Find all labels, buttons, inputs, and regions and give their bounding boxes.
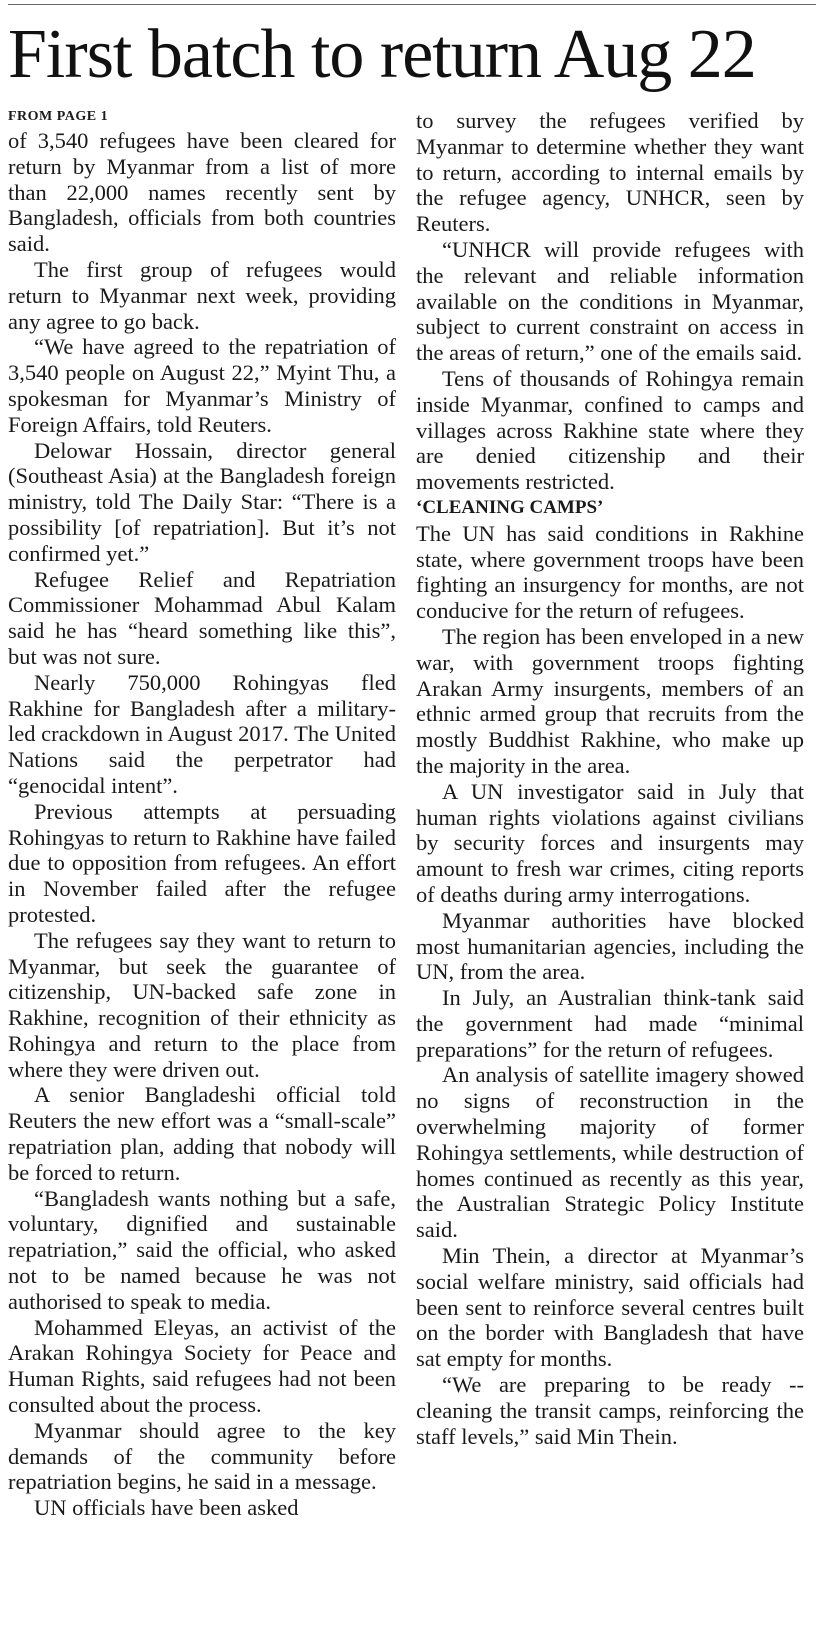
paragraph: “We are preparing to be ready -- cleaning the transit camps, reinforcing the staff levels,” said Min Thein. — [416, 1372, 804, 1449]
right-column — [416, 108, 804, 1449]
top-rule — [8, 4, 816, 5]
paragraph: Mohammed Eleyas, an activist of the Arakan Rohingya Society for Peace and Human Rights, said refugees had not been consulted about the process. — [8, 1314, 396, 1418]
paragraph: “Bangladesh wants nothing but a safe, voluntary, dignified and sustainable repatriation,” said the official, who asked not to be named because he was not authorised to speak to media. — [8, 1185, 396, 1314]
kicker-from-page: FROM PAGE 1 — [8, 109, 109, 124]
paragraph: Min Thein, a director at Myanmar’s social welfare ministry, said officials had been sent to reinforce several centres built on the border with Bangladesh that have sat empty for months. — [416, 1243, 804, 1372]
paragraph: Myanmar should agree to the key demands of the community before repatriation begins, he said in a message. — [8, 1417, 396, 1495]
paragraph: A senior Bangladeshi official told Reuters the new effort was a “small-scale” repatriation plan, adding that nobody will be forced to return. — [8, 1082, 396, 1185]
section-subhead: ‘CLEANING CAMPS’ — [416, 496, 604, 518]
paragraph: Tens of thousands of Rohingya remain inside Myanmar, confined to camps and villages across Rakhine state where they are denied citizenship and their movements restricted. — [416, 365, 804, 495]
paragraph: of 3,540 refugees have been cleared for return by Myanmar from a list of more than 22,000 names recently sent by Bangladesh, officials from both countries said. — [8, 128, 396, 257]
paragraph: The first group of refugees would return to Myanmar next week, providing any agree to go back. — [8, 256, 396, 334]
paragraph: Nearly 750,000 Rohingyas fled Rakhine for Bangladesh after a military-led crackdown in August 2017. The United Nations said the perpetrator had “genocidal intent”. — [8, 669, 396, 798]
paragraph-continued: UN officials have been asked — [34, 1495, 299, 1521]
paragraph: “We have agreed to the repatriation of 3,540 people on August 22,” Myint Thu, a spokesman for Myanmar’s Ministry of Foreign Affairs, told Reuters. — [8, 334, 396, 437]
paragraph: The region has been enveloped in a new war, with government troops fighting Arakan Army insurgents, members of an ethnic armed group that recruits from the mostly Buddhist Rakhine, who make up the majority in the area. — [416, 623, 804, 778]
paragraph: “UNHCR will provide refugees with the relevant and reliable information available on the conditions in Myanmar, subject to current constraint on access in the areas of return,” one of the emails said. — [416, 236, 804, 366]
left-column — [8, 108, 396, 1521]
paragraph: Previous attempts at persuading Rohingyas to return to Rakhine have failed due to opposition from refugees. An effort in November failed after the refugee protested. — [8, 798, 396, 927]
paragraph: Refugee Relief and Repatriation Commissioner Mohammad Abul Kalam said he has “heard something like this”, but was not sure. — [8, 566, 396, 669]
paragraph: Myanmar authorities have blocked most humanitarian agencies, including the UN, from the area. — [416, 907, 804, 985]
paragraph: The UN has said conditions in Rakhine state, where government troops have been fighting an insurgency for months, are not conducive for the return of refugees. — [416, 520, 804, 624]
paragraph: Delowar Hossain, director general (Southeast Asia) at the Bangladesh foreign ministry, told The Daily Star: “There is a possibility [of repatriation]. But it’s not confirmed yet.” — [8, 437, 396, 566]
paragraph: In July, an Australian think-tank said the government had made “minimal preparations” for the return of refugees. — [416, 985, 804, 1062]
paragraph: to survey the refugees verified by Myanmar to determine whether they want to return, according to internal emails by the refugee agency, UNHCR, seen by Reuters. — [416, 108, 804, 237]
paragraph: An analysis of satellite imagery showed no signs of reconstruction in the overwhelming majority of former Rohingya settlements, while destruction of homes continued as recently as this year, the Australian Strategic Policy Institute said. — [416, 1062, 804, 1243]
paragraph: The refugees say they want to return to Myanmar, but seek the guarantee of citizenship, UN-backed safe zone in Rakhine, recognition of their ethnicity as Rohingya and return to the place from where they were driven out. — [8, 927, 396, 1082]
headline: First batch to return Aug 22 — [8, 16, 756, 93]
paragraph: A UN investigator said in July that human rights violations against civilians by security forces and insurgents may amount to fresh war crimes, citing reports of deaths during army interrogations. — [416, 778, 804, 907]
